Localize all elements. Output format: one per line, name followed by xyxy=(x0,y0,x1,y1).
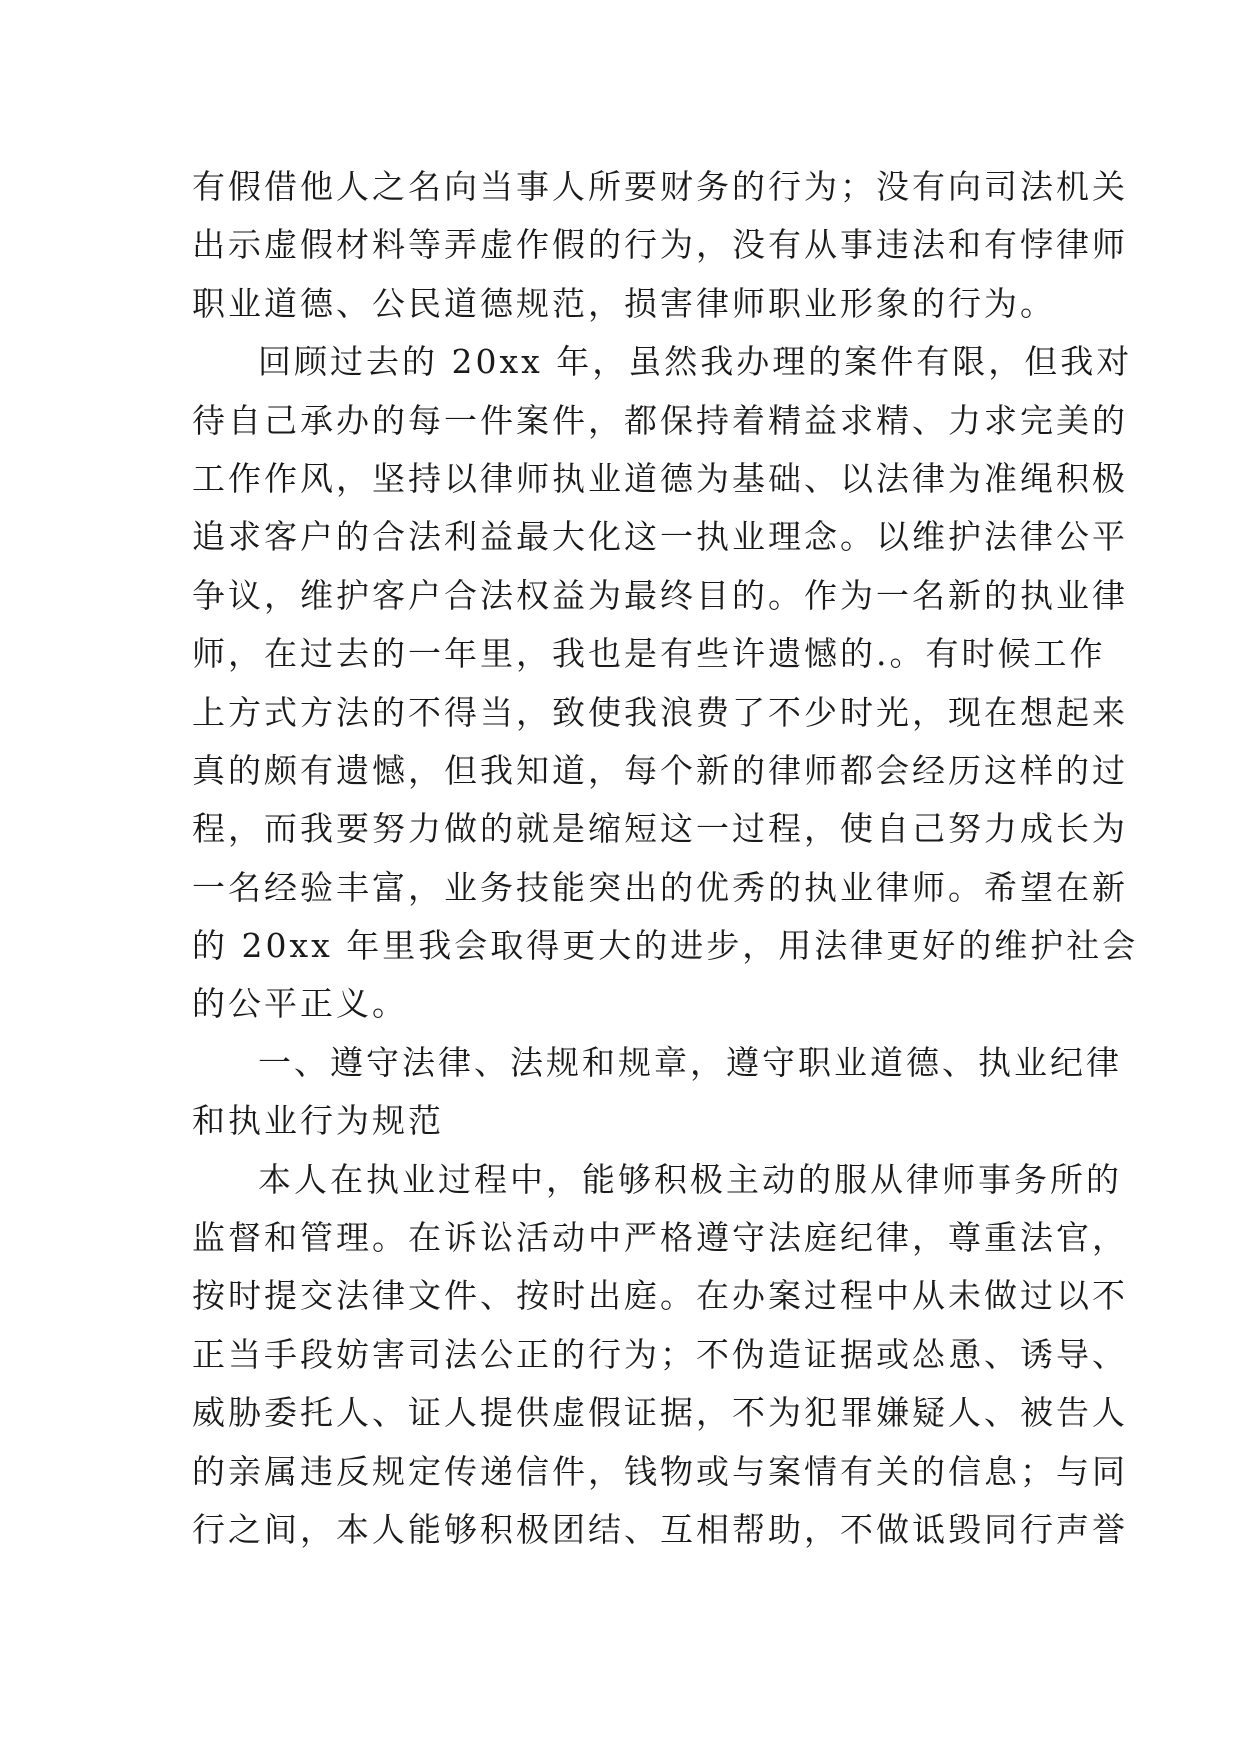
text-line: 本人在执业过程中，能够积极主动的服从律师事务所的 xyxy=(258,1159,1122,1199)
document-body xyxy=(192,158,1139,1559)
text-line: 监督和管理。在诉讼活动中严格遵守法庭纪律，尊重法官， xyxy=(192,1218,1128,1258)
text-line: 行之间，本人能够积极团结、互相帮助，不做诋毁同行声誉 xyxy=(192,1509,1128,1549)
text-line: 师，在过去的一年里，我也是有些许遗憾的.。有时候工作 xyxy=(192,634,1106,674)
text-line: 待自己承办的每一件案件，都保持着精益求精、力求完美的 xyxy=(192,400,1128,440)
text-line: 的公平正义。 xyxy=(192,984,408,1024)
text-line: 出示虚假材料等弄虚作假的行为，没有从事违法和有悖律师 xyxy=(192,225,1128,265)
text-line: 追求客户的合法利益最大化这一执业理念。以维护法律公平 xyxy=(192,517,1128,557)
text-line: 一名经验丰富，业务技能突出的优秀的执业律师。希望在新 xyxy=(192,867,1128,907)
text-line: 正当手段妨害司法公正的行为；不伪造证据或怂恿、诱导、 xyxy=(192,1334,1128,1374)
text-line: 工作作风，坚持以律师执业道德为基础、以法律为准绳积极 xyxy=(192,458,1128,498)
section-heading: 一、遵守法律、法规和规章，遵守职业道德、执业纪律 xyxy=(258,1042,1122,1082)
section-heading-continued: 和执业行为规范 xyxy=(192,1101,444,1141)
text-line: 职业道德、公民道德规范，损害律师职业形象的行为。 xyxy=(192,283,1056,323)
text-line: 有假借他人之名向当事人所要财务的行为；没有向司法机关 xyxy=(192,167,1128,206)
text-line: 程，而我要努力做的就是缩短这一过程，使自己努力成长为 xyxy=(192,809,1128,849)
text-line: 的 20xx 年里我会取得更大的进步，用法律更好的维护社会 xyxy=(192,926,1139,966)
text-line: 的亲属违反规定传递信件，钱物或与案情有关的信息；与同 xyxy=(192,1451,1128,1491)
text-line: 威胁委托人、证人提供虚假证据，不为犯罪嫌疑人、被告人 xyxy=(192,1393,1128,1433)
text-line: 按时提交法律文件、按时出庭。在办案过程中从未做过以不 xyxy=(192,1276,1128,1316)
text-line: 争议，维护客户合法权益为最终目的。作为一名新的执业律 xyxy=(192,575,1128,615)
text-line: 上方式方法的不得当，致使我浪费了不少时光，现在想起来 xyxy=(192,692,1128,732)
text-line: 真的颇有遗憾，但我知道，每个新的律师都会经历这样的过 xyxy=(192,750,1128,790)
text-line: 回顾过去的 20xx 年，虽然我办理的案件有限，但我对 xyxy=(258,342,1133,382)
